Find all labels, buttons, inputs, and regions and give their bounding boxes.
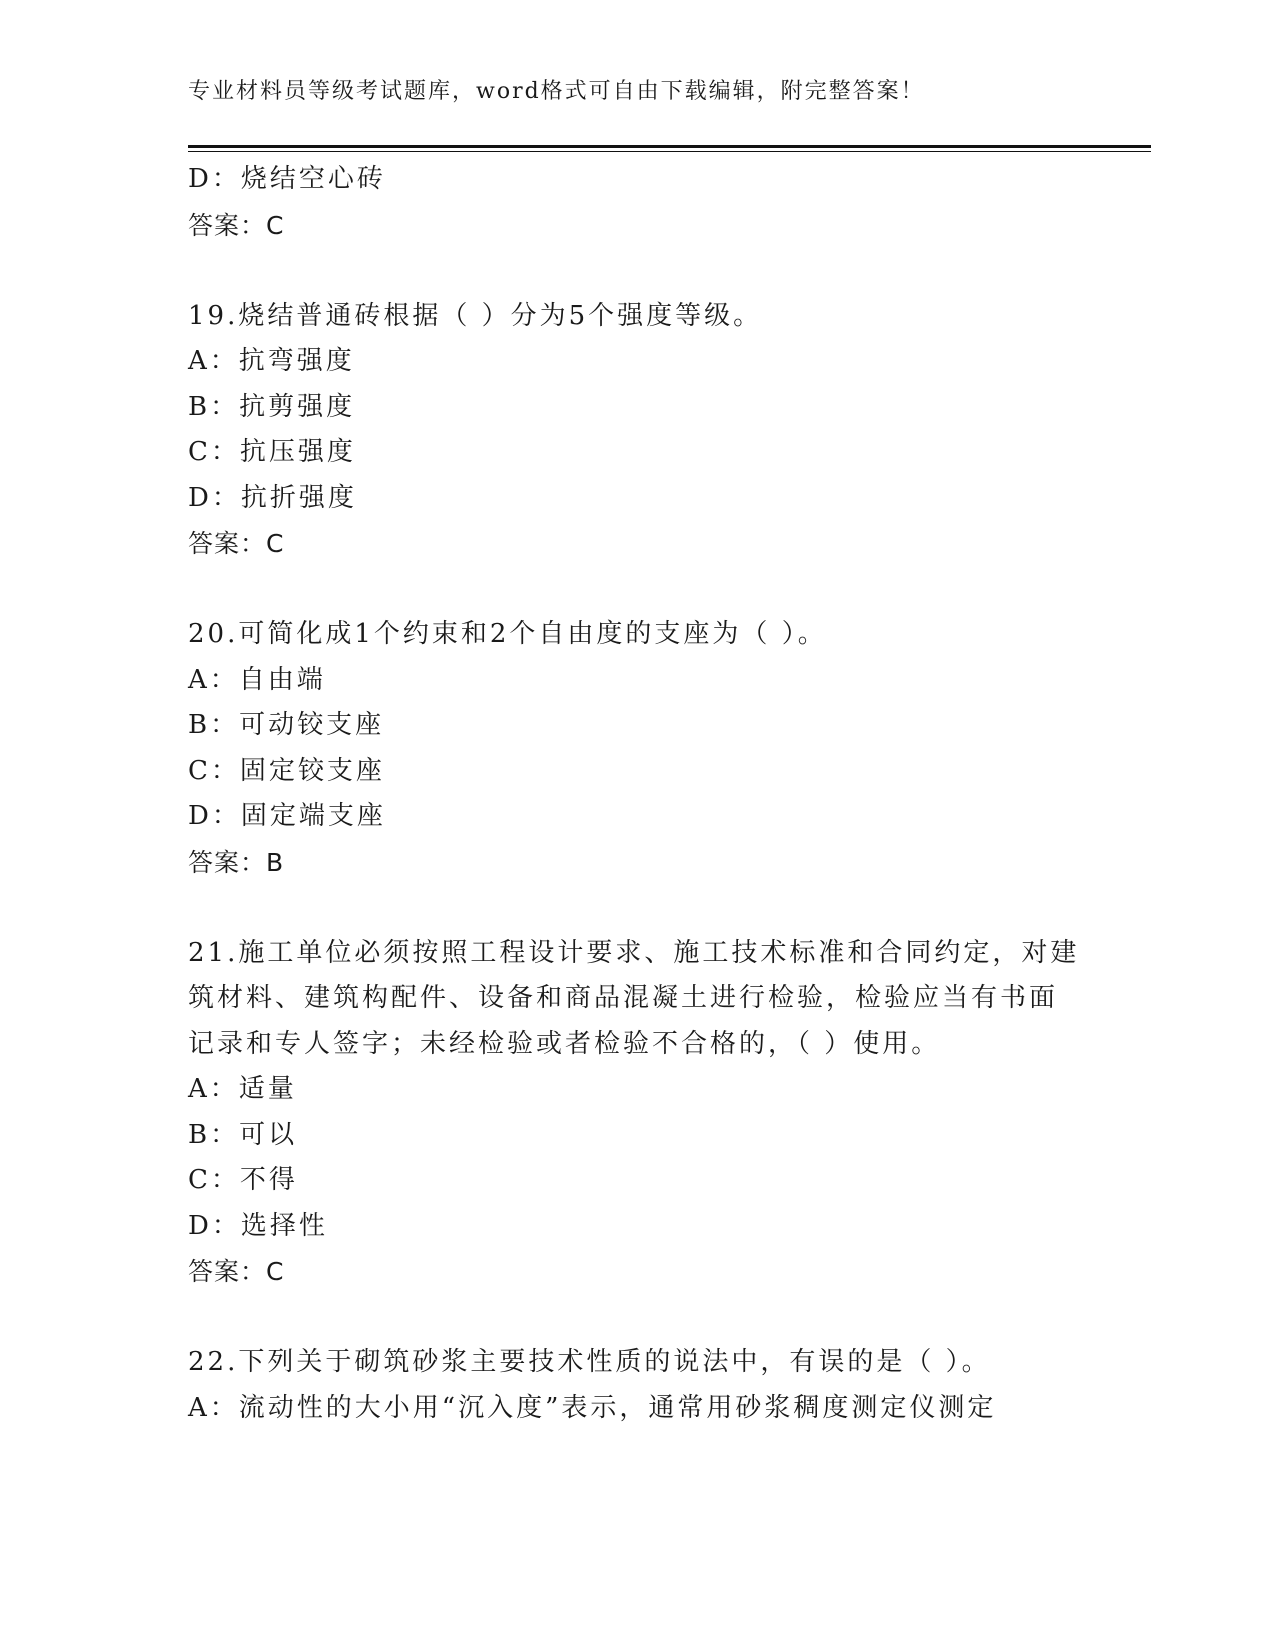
option-a: A：自由端 <box>188 664 326 695</box>
question-stem: 22.下列关于砌筑砂浆主要技术性质的说法中，有误的是（ ）。 <box>188 1347 991 1377</box>
answer-line: 答案：B <box>188 847 285 877</box>
header-rule-thick <box>188 145 1151 148</box>
question-stem-line-2: 筑材料、建筑构配件、设备和商品混凝土进行检验，检验应当有书面 <box>188 983 1059 1013</box>
option-a: A：流动性的大小用“沉入度”表示，通常用砂浆稠度测定仪测定 <box>188 1392 997 1423</box>
answer-line: 答案：C <box>188 210 285 240</box>
question-19 <box>188 294 1088 567</box>
option-c: C：抗压强度 <box>188 437 356 467</box>
question-stem-line-3: 记录和专人签字；未经检验或者检验不合格的，（ ）使用。 <box>188 1028 941 1059</box>
option-b: B：抗剪强度 <box>188 391 356 422</box>
spacer <box>188 567 1088 613</box>
question-stem: 20.可简化成1个约束和2个自由度的支座为（ ）。 <box>188 619 827 649</box>
option-c: C：不得 <box>188 1165 298 1195</box>
option-d: D：烧结空心砖 <box>188 164 386 194</box>
option-d: D：选择性 <box>188 1210 328 1241</box>
option-a: A：适量 <box>188 1074 297 1104</box>
question-20 <box>188 612 1088 885</box>
option-c: C：固定铰支座 <box>188 755 385 786</box>
question-stem-line-1: 21.施工单位必须按照工程设计要求、施工技术标准和合同约定，对建 <box>188 937 1080 968</box>
spacer <box>188 248 1088 294</box>
option-b: B：可以 <box>188 1119 298 1150</box>
question-21 <box>188 931 1088 1295</box>
header-rule-thin <box>188 151 1151 152</box>
spacer <box>188 1295 1088 1341</box>
answer-line: 答案：C <box>188 1257 285 1286</box>
option-b: B：可动铰支座 <box>188 710 385 740</box>
option-a: A：抗弯强度 <box>188 346 355 376</box>
option-d: D：抗折强度 <box>188 482 357 513</box>
question-content <box>188 157 1088 1431</box>
option-d: D：固定端支座 <box>188 801 386 831</box>
question-stem: 19.烧结普通砖根据（ ）分为5个强度等级。 <box>188 300 763 331</box>
spacer <box>188 885 1088 931</box>
question-22 <box>188 1340 1088 1431</box>
answer-line: 答案：C <box>188 529 285 558</box>
page-header: 专业材料员等级考试题库，word格式可自由下载编辑，附完整答案！ <box>188 79 925 104</box>
